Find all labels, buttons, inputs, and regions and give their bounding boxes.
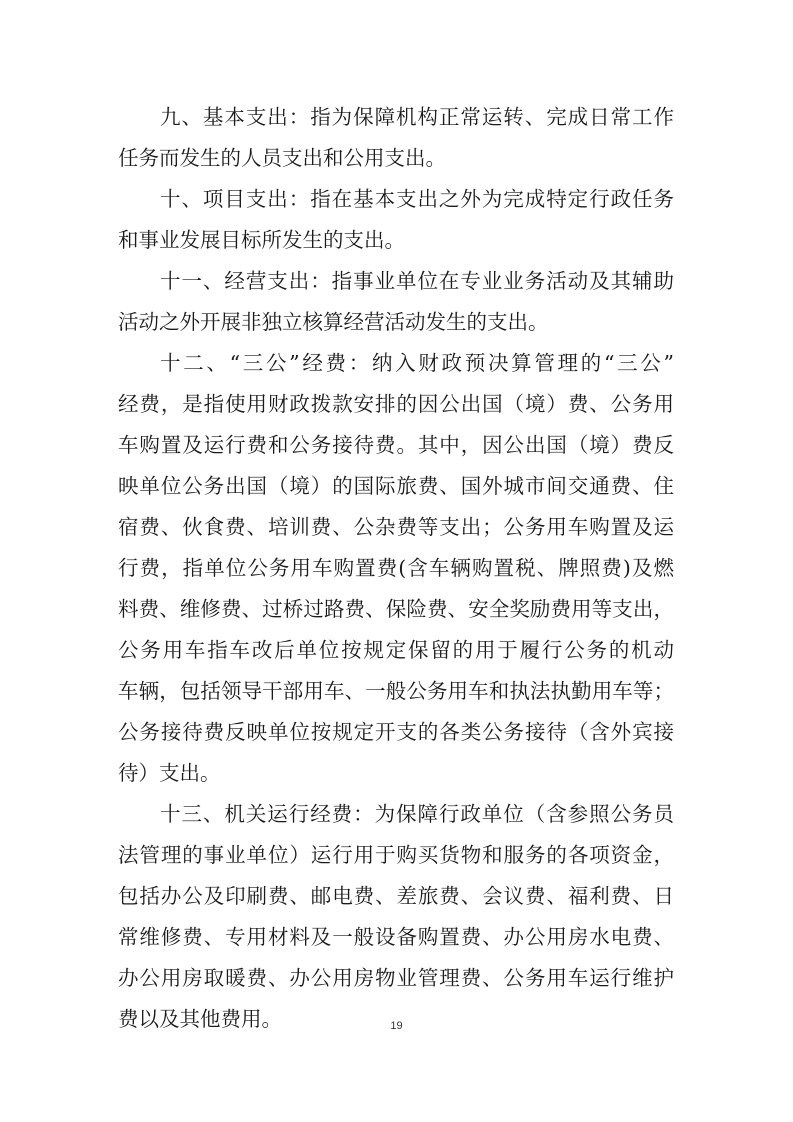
paragraph-9-line-1: 九、基本支出：指为保障机构正常运转、完成日常工作 [160,105,674,129]
paragraph-12-line-4: 映单位公务出国（境）的国际旅费、国外城市间交通费、住 [118,474,674,498]
paragraph-10-line-2: 和事业发展目标所发生的支出。 [118,228,405,252]
paragraph-13-line-1: 十三、机关运行经费：为保障行政单位（含参照公务员 [160,802,674,826]
paragraph-12-line-11: 待）支出。 [118,761,221,785]
paragraph-12-line-2: 经费，是指使用财政拨款安排的因公出国（境）费、公务用 [118,392,674,416]
paragraph-13-line-3: 包括办公及印刷费、邮电费、差旅费、会议费、福利费、日 [118,884,674,908]
paragraph-13-line-4: 常维修费、专用材料及一般设备购置费、办公用房水电费、 [118,925,674,949]
page-number: 19 [390,1020,403,1032]
paragraph-12-line-7: 料费、维修费、过桥过路费、保险费、安全奖励费用等支出， [118,597,674,621]
paragraph-11-line-2: 活动之外开展非独立核算经营活动发生的支出。 [118,310,549,334]
paragraph-12-line-6: 行费，指单位公务用车购置费(含车辆购置税、牌照费)及燃 [118,556,674,580]
paragraph-10-line-1: 十、项目支出：指在基本支出之外为完成特定行政任务 [160,187,674,211]
paragraph-12-line-10: 公务接待费反映单位按规定开支的各类公务接待（含外宾接 [118,720,674,744]
paragraph-12-line-5: 宿费、伙食费、培训费、公杂费等支出；公务用车购置及运 [118,515,674,539]
paragraph-13-line-5: 办公用房取暖费、办公用房物业管理费、公务用车运行维护 [118,966,674,990]
paragraph-12-line-9: 车辆，包括领导干部用车、一般公务用车和执法执勤用车等； [118,679,674,703]
paragraph-12-line-3: 车购置及运行费和公务接待费。其中，因公出国（境）费反 [118,433,674,457]
paragraph-13-line-6: 费以及其他费用。 [118,1007,282,1031]
paragraph-12-line-1: 十二、“三公”经费：纳入财政预决算管理的“三公” [160,351,674,375]
paragraph-13-line-2: 法管理的事业单位）运行用于购买货物和服务的各项资金， [118,843,674,867]
paragraph-12-line-8: 公务用车指车改后单位按规定保留的用于履行公务的机动 [118,638,674,662]
paragraph-9-line-2: 任务而发生的人员支出和公用支出。 [118,146,446,170]
paragraph-11-line-1: 十一、经营支出：指事业单位在专业业务活动及其辅助 [160,269,674,293]
